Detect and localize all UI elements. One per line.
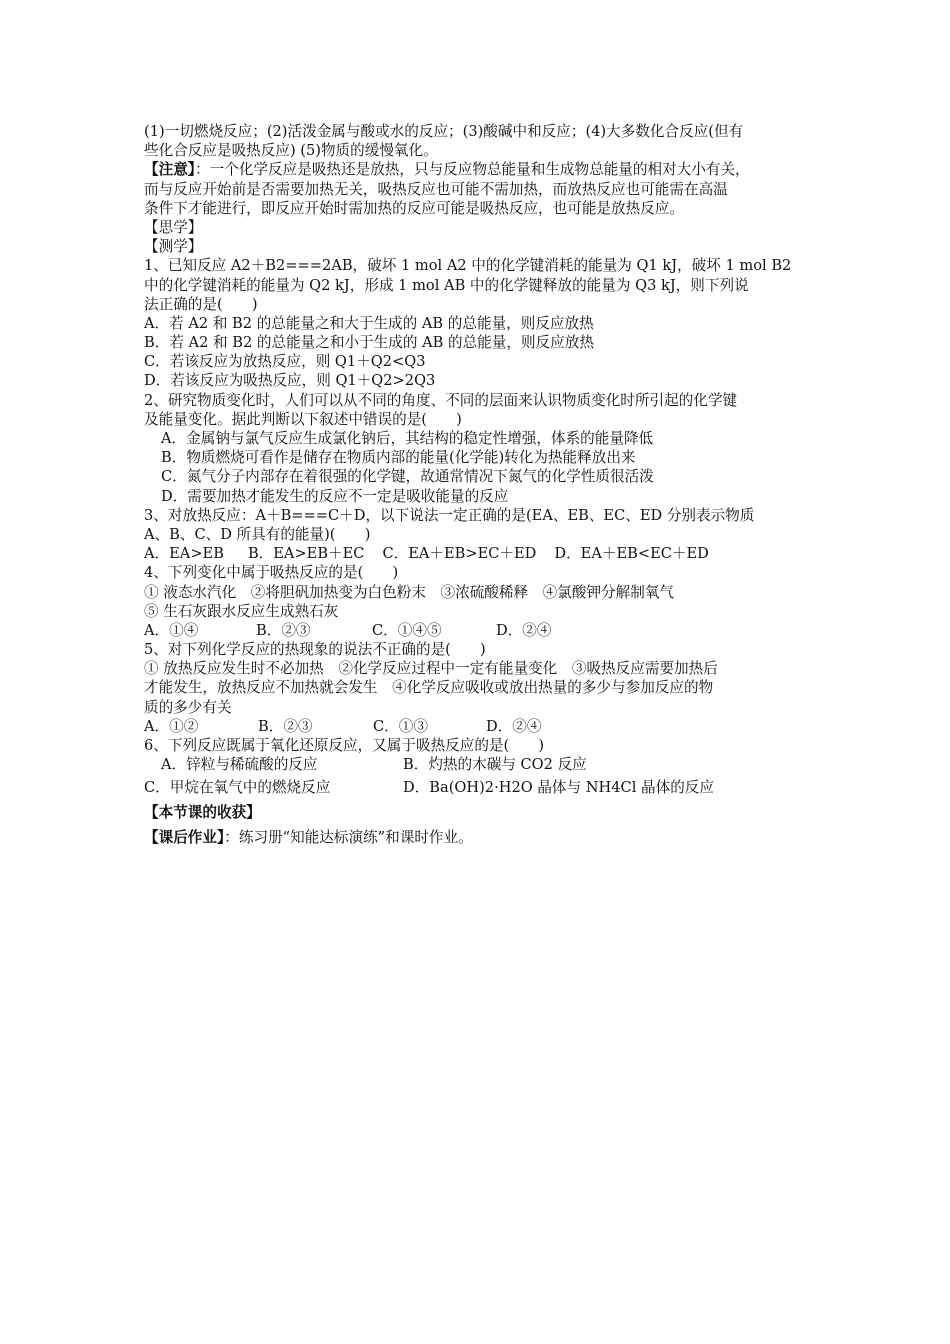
question-1 [144, 256, 814, 390]
q1-option-a: A．若 A2 和 B2 的总能量之和大于生成的 AB 的总能量，则反应放热 [144, 314, 594, 332]
q6-options-cd [144, 778, 814, 797]
q4-option-b: B．②③ [256, 621, 311, 639]
q2-stem-1: 2、研究物质变化时，人们可以从不同的角度、不同的层面来认识物质变化时所引起的化学键 [144, 391, 738, 409]
q3-option-a: A．EA>EB [144, 545, 224, 563]
q1-option-d: D．若该反应为吸热反应，则 Q1＋Q2>2Q3 [144, 372, 436, 390]
q3-option-c: C．EA＋EB>EC＋ED [382, 545, 537, 563]
q2-stem-2: 及能量变化。据此判断以下叙述中错误的是( ) [144, 410, 462, 428]
q5-option-b: B．②③ [258, 717, 313, 735]
section-cexue: 【测学】 [144, 238, 203, 256]
q5-items-2: 才能发生，放热反应不加热就会发生 ④化学反应吸收或放出热量的多少与参加反应的物 [144, 679, 714, 697]
note-line-3: 条件下才能进行，即反应开始时需加热的反应可能是吸热反应，也可能是放热反应。 [144, 199, 684, 217]
question-6 [144, 736, 814, 798]
q6-stem: 6、下列反应既属于氧化还原反应，又属于吸热反应的是( ) [144, 737, 545, 754]
homework-label: 【课后作业】 [144, 828, 225, 846]
q5-option-a: A．①② [144, 717, 199, 735]
q1-stem-1: 1、已知反应 A2＋B2===2AB，破坏 1 mol A2 中的化学键消耗的能量为 Q1 kJ，破坏 1 mol B2 [144, 257, 792, 275]
q6-option-b: B．灼热的木碳与 CO2 反应 [403, 756, 587, 774]
q5-option-d: D．②④ [486, 717, 542, 735]
q3-option-d: D．EA＋EB<EC＋ED [554, 545, 709, 563]
note-line-1 [144, 160, 814, 179]
q6-options-ab [144, 755, 814, 774]
intro-line-2: 些化合反应是吸热反应) (5)物质的缓慢氧化。 [144, 142, 438, 160]
q5-option-c: C．①③ [373, 717, 428, 735]
q6-option-d: D．Ba(OH)2·H2O 晶体与 NH4Cl 晶体的反应 [403, 779, 714, 797]
q3-stem-1: 3、对放热反应：A＋B===C＋D，以下说法一定正确的是(EA、EB、EC、ED 分别表示物质 [144, 506, 755, 524]
homework-line [144, 828, 814, 847]
q2-option-d: D．需要加热才能发生的反应不一定是吸收能量的反应 [161, 487, 509, 505]
document-page [144, 122, 814, 847]
section-sixue: 【思学】 [144, 218, 203, 236]
q3-stem-2: A、B、C、D 所具有的能量)( ) [144, 525, 371, 543]
question-3 [144, 506, 814, 564]
q2-option-b: B．物质燃烧可看作是储存在物质内部的能量(化学能)转化为热能释放出来 [161, 449, 636, 467]
intro-block [144, 122, 814, 218]
q5-stem: 5、对下列化学反应的热现象的说法不正确的是( ) [144, 641, 486, 659]
q4-option-a: A．①④ [144, 621, 199, 639]
q5-items-3: 质的多少有关 [144, 698, 232, 716]
q6-option-a: A．锌粒与稀硫酸的反应 [161, 756, 318, 774]
q1-stem-3: 法正确的是( ) [144, 295, 258, 313]
q4-options [144, 621, 814, 640]
q1-option-b: B．若 A2 和 B2 的总能量之和小于生成的 AB 的总能量，则反应放热 [144, 334, 594, 352]
q4-stem: 4、下列变化中属于吸热反应的是( ) [144, 564, 399, 582]
question-5 [144, 640, 814, 736]
q4-items-1: ① 液态水汽化 ②将胆矾加热变为白色粉末 ③浓硫酸稀释 ④氯酸钾分解制氧气 [144, 583, 675, 601]
question-4 [144, 563, 814, 640]
q2-option-a: A．金属钠与氯气反应生成氯化钠后，其结构的稳定性增强，体系的能量降低 [161, 430, 654, 447]
q5-items-1: ① 放热反应发生时不必加热 ②化学反应过程中一定有能量变化 ③吸热反应需要加热后 [144, 660, 718, 678]
note-line-2: 而与反应开始前是否需要加热无关，吸热反应也可能不需加热，而放热反应也可能需在高温 [144, 180, 728, 198]
q6-option-c: C．甲烷在氧气中的燃烧反应 [144, 779, 331, 797]
q3-options [144, 544, 814, 563]
section-harvest: 【本节课的收获】 [144, 803, 261, 821]
q4-items-2: ⑤ 生石灰跟水反应生成熟石灰 [144, 602, 339, 620]
note-text-1: ：一个化学反应是吸热还是放热，只与反应物总能量和生成物总能量的相对大小有关， [195, 161, 750, 179]
q1-stem-2: 中的化学键消耗的能量为 Q2 kJ，形成 1 mol AB 中的化学键释放的能量为 Q3 kJ，则下列说 [144, 276, 749, 294]
q5-options [144, 717, 814, 736]
question-2 [144, 391, 814, 506]
q2-option-c: C．氮气分子内部存在着很强的化学键，故通常情况下氮气的化学性质很活泼 [161, 468, 654, 486]
homework-text: ：练习册“知能达标演练”和课时作业。 [224, 828, 473, 846]
q4-option-c: C．①④⑤ [372, 621, 442, 639]
note-label: 【注意】 [144, 161, 196, 179]
q1-option-c: C．若该反应为放热反应，则 Q1＋Q2<Q3 [144, 353, 426, 371]
intro-line-1: (1)一切燃烧反应；(2)活泼金属与酸或水的反应；(3)酸碱中和反应；(4)大多数化合反应(但有 [144, 123, 744, 140]
q4-option-d: D．②④ [496, 621, 552, 639]
q3-option-b: B．EA>EB＋EC [247, 545, 365, 563]
